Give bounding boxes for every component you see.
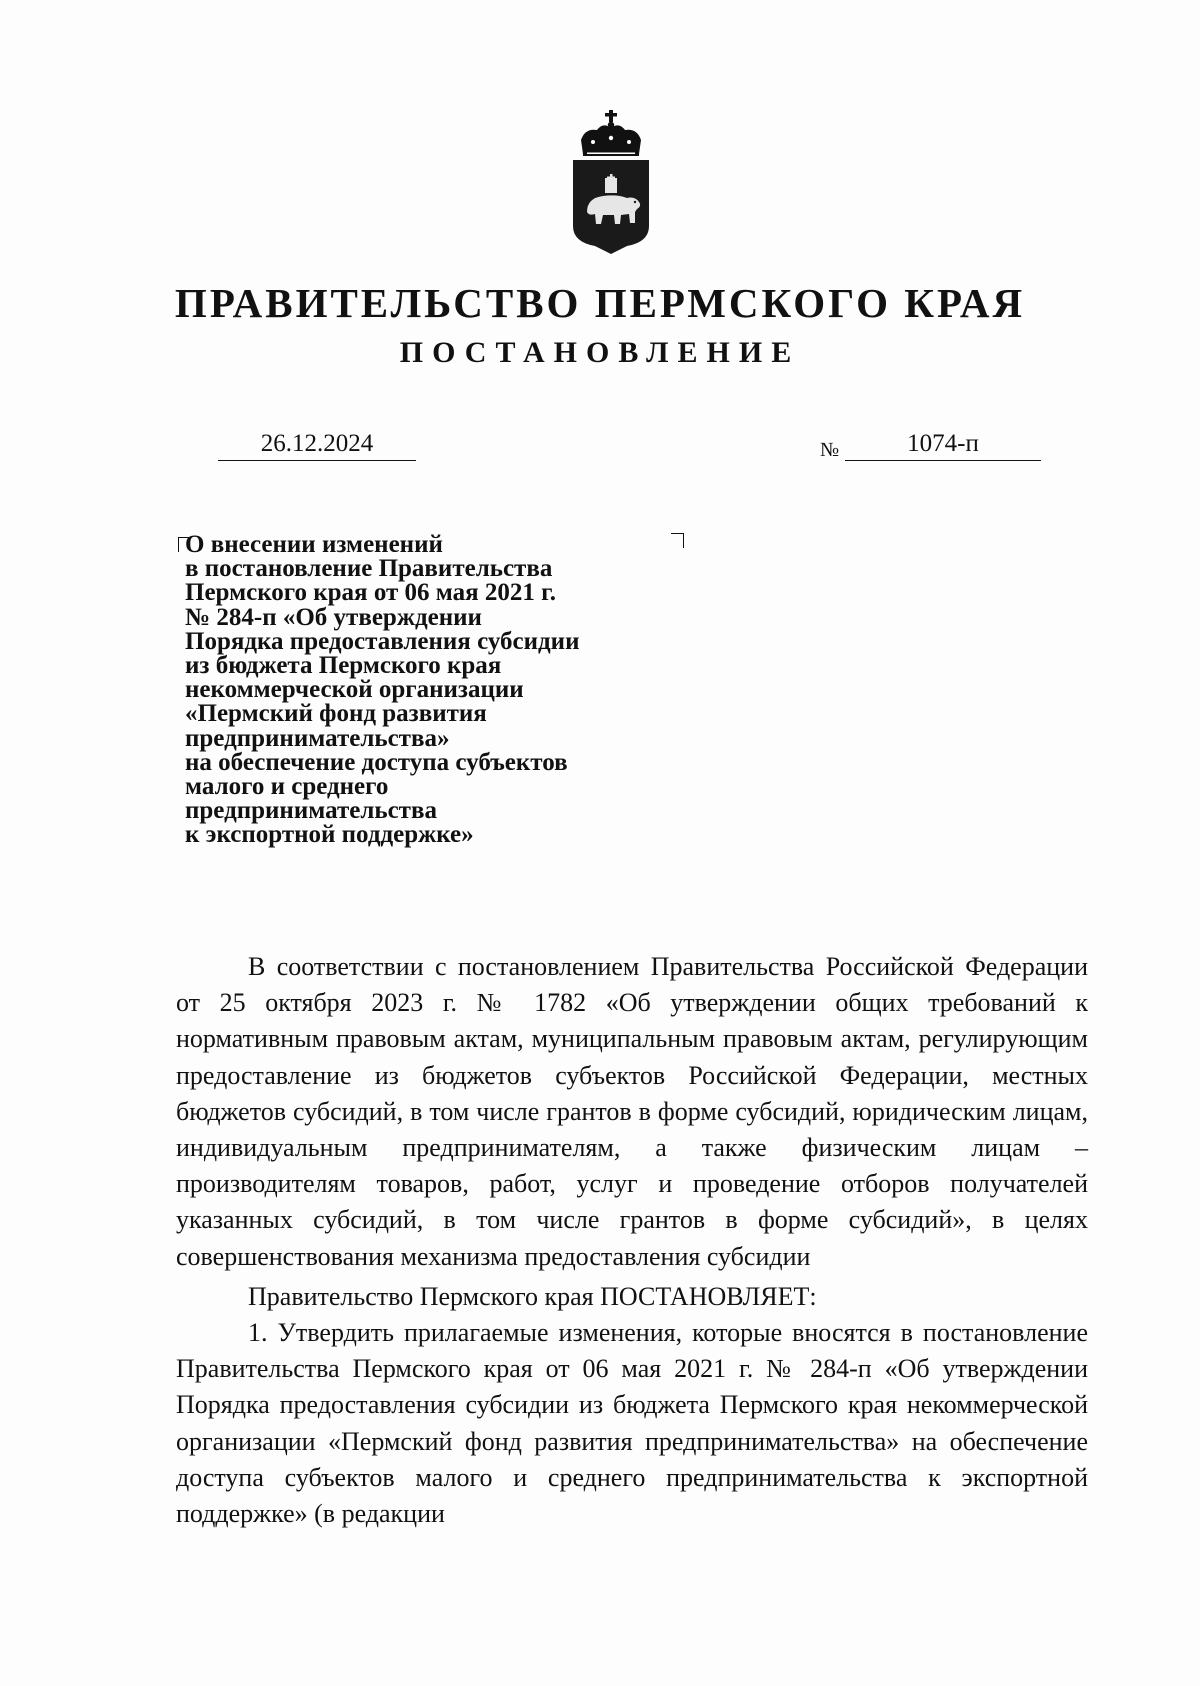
item-1-paragraph: 1. Утвердить прилагаемые изменения, которые вносятся в постановление Правительства Пермского края от 06 мая 2021 г. № 284-п «Об утверждении Порядка предоставления субсидии из бюджета Пермского края некоммерческой организации «Пермский фонд развития предпринимательства» на обеспечение доступа субъектов малого и среднего предпринимательства к экспортной поддержке» (в редакции: [176, 1318, 1088, 1529]
document-type-title: ПОСТАНОВЛЕНИЕ: [399, 336, 801, 369]
subject-line: Пермского края от 06 мая 2021 г.: [185, 579, 556, 607]
subject-line: из бюджета Пермского края: [185, 652, 502, 680]
document-number: 1074-п: [845, 428, 1041, 461]
resolves-paragraph: Правительство Пермского края ПОСТАНОВЛЯЕТ:: [248, 1281, 817, 1311]
preamble-paragraph: В соответствии с постановлением Правительства Российской Федерации от 25 октября 2023 г. № 1782 «Об утверждении общих требований к нормативным правовым актам, муниципальным правовым актам, регулирующим предоставление из бюджетов субъектов Российской Федерации, местных бюджетов субсидий, в том числе грантов в форме субсидий, юридическим лицам, индивидуальным предпринимателям, а также физическим лицам – производителям товаров, работ, услуг и проведение отборов получателей указанных субсидий, в том числе грантов в форме субсидий», в целях совершенствования механизма предоставления субсидии: [176, 952, 1088, 1271]
subject-line: малого и среднего: [185, 773, 389, 801]
number-sign-label: №: [820, 439, 840, 461]
organization-title: ПРАВИТЕЛЬСТВО ПЕРМСКОГО КРАЯ: [174, 280, 1026, 326]
subject-line: «Пермский фонд развития: [185, 700, 487, 728]
document-date: 26.12.2024: [218, 428, 416, 461]
subject-line: О внесении изменений: [185, 531, 443, 558]
subject-line: Порядка предоставления субсидии: [185, 627, 580, 655]
subject-line: в постановление Правительства: [185, 555, 553, 583]
perm-krai-coat-of-arms-icon: [565, 108, 657, 258]
document-body: [176, 949, 1088, 1532]
subject-line: к экспортной поддержке»: [185, 821, 474, 849]
subject-line: предпринимательства: [185, 797, 437, 825]
subject-line: на обеспечение доступа субъектов: [185, 748, 568, 776]
subject-line: № 284-п «Об утверждении: [185, 603, 482, 631]
document-subject: [185, 533, 675, 848]
subject-line: некоммерческой организации: [185, 676, 524, 704]
subject-line: предпринимательства»: [185, 724, 450, 752]
